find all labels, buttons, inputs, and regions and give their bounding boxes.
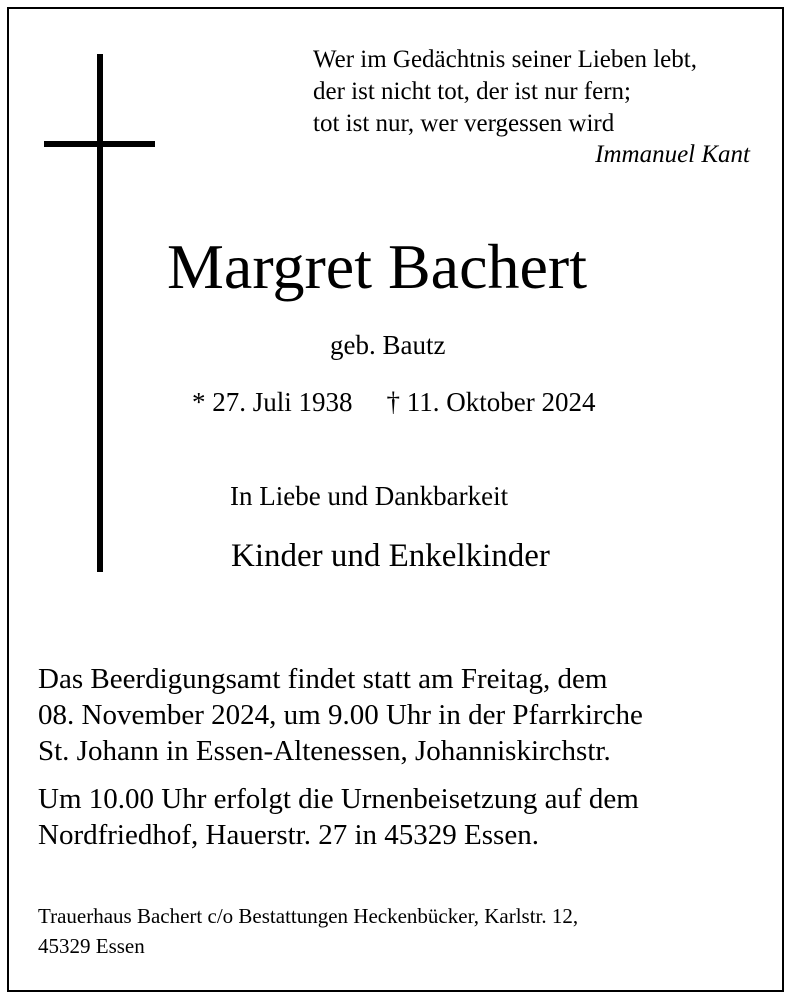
quote-line-1: Wer im Gedächtnis seiner Lieben lebt,	[313, 46, 697, 73]
funeral-service-paragraph	[38, 661, 643, 769]
cross-icon-vertical-bar	[97, 54, 103, 572]
funeral-line-1: Das Beerdigungsamt findet statt am Freitag, dem	[38, 663, 608, 695]
funeral-line-2: 08. November 2024, um 9.00 Uhr in der Pfarrkirche	[38, 699, 643, 731]
death-date: † 11. Oktober 2024	[386, 387, 596, 417]
burial-line-1: Um 10.00 Uhr erfolgt die Urnenbeisetzung auf dem	[38, 783, 639, 815]
birth-date: * 27. Juli 1938	[192, 387, 353, 417]
quote-author: Immanuel Kant	[595, 141, 750, 168]
quote-line-3: tot ist nur, wer vergessen wird	[313, 110, 615, 137]
burial-line-2: Nordfriedhof, Hauerstr. 27 in 45329 Essen.	[38, 819, 539, 851]
life-dates	[192, 387, 596, 418]
funeral-line-3: St. Johann in Essen-Altenessen, Johanniskirchstr.	[38, 735, 611, 767]
cross-icon-horizontal-bar	[44, 141, 155, 147]
birth-name: geb. Bautz	[330, 330, 446, 360]
urn-burial-paragraph	[38, 781, 639, 853]
quote-block	[313, 44, 697, 140]
mourning-house-address	[38, 901, 578, 961]
address-line-2: 45329 Essen	[38, 934, 145, 958]
mourning-phrase: In Liebe und Dankbarkeit	[230, 481, 509, 511]
deceased-name: Margret Bachert	[167, 231, 587, 302]
mourner-names: Kinder und Enkelkinder	[231, 538, 550, 574]
quote-line-2: der ist nicht tot, der ist nur fern;	[313, 78, 631, 105]
address-line-1: Trauerhaus Bachert c/o Bestattungen Heckenbücker, Karlstr. 12,	[38, 904, 579, 928]
